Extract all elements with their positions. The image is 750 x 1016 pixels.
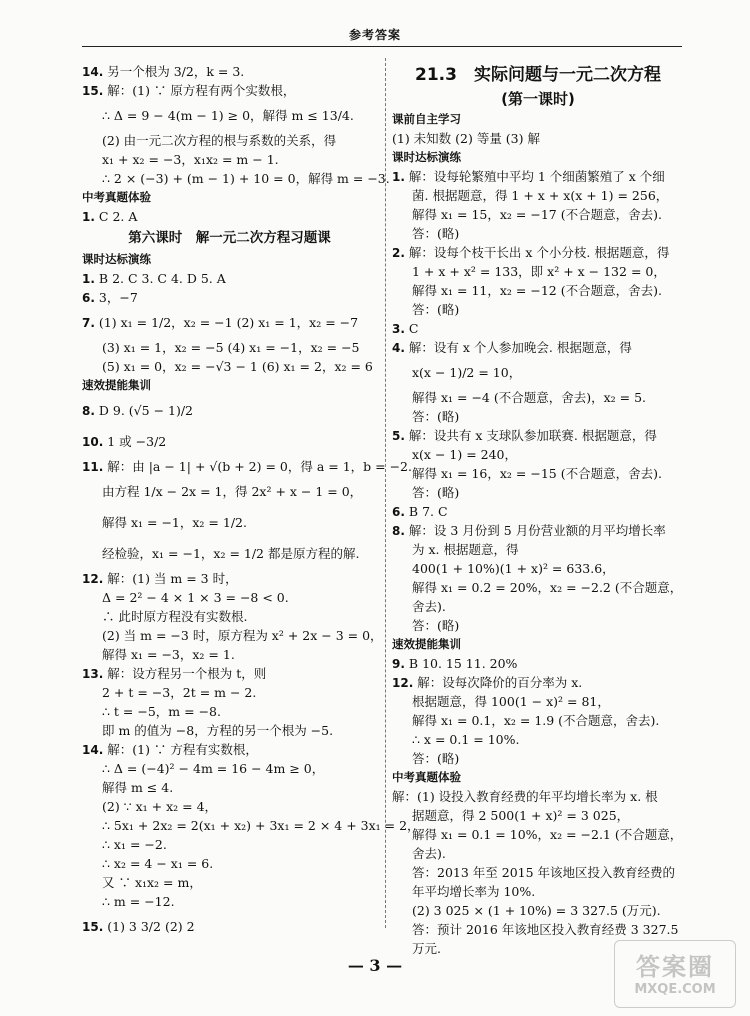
item-number: 8. [392,524,405,538]
line-text: 解：设共有 x 支球队参加联赛. 根据题意，得 [408,428,657,443]
line-text: (第一课时) [501,90,575,108]
line-text: (2) 由一元二次方程的根与系数的关系，得 [102,133,337,148]
line-text: 解：设每轮繁殖中平均 1 个细菌繁殖了 x 个细 [408,169,665,184]
line-text: 答：(略) [412,485,460,500]
line-text: 答：(略) [412,751,460,766]
answer-line [392,281,684,300]
section-title [82,226,377,250]
answer-line [82,81,377,100]
answer-line [392,483,684,502]
item-number: 2. [392,246,405,260]
answer-line [82,759,377,778]
line-text: x(x − 1) = 240， [412,447,518,462]
answer-line [82,797,377,816]
answer-line [82,816,420,835]
line-text: 400(1 + 10%)(1 + x)² = 633.6， [412,561,615,576]
answer-line [392,129,684,148]
section-heading [82,188,377,207]
line-text: 解得 x₁ = −3，x₂ = 1. [102,647,235,662]
item-number: 6. [82,291,95,305]
section-title [392,88,684,110]
line-text: 答：(略) [412,409,460,424]
left-column [82,62,420,942]
line-text: 1 + x + x² = 133，即 x² + x − 132 = 0， [412,264,666,279]
line-text: 答：(略) [412,226,460,241]
item-number: 3. [392,322,405,336]
answer-line [82,62,377,81]
answer-line [82,607,377,626]
answer-line [392,654,684,673]
item-number: 11. [82,460,104,474]
answer-line [392,673,684,692]
answer-line [82,702,377,721]
line-text: (5) x₁ = 0，x₂ = −√3 − 1 (6) x₁ = 2，x₂ = 6 [102,359,373,374]
answer-line [392,300,684,319]
line-text: 据题意，得 2 500(1 + x)² = 3 025， [412,808,630,823]
line-text: 解得 x₁ = 15，x₂ = −17 (不合题意，舍去). [412,207,662,222]
item-number: 13. [82,667,104,681]
answer-line [82,357,377,376]
item-number: 10. [82,435,104,449]
section-heading [392,768,684,787]
line-text: C [408,321,419,336]
line-text: 解：(1) 设投入教育经费的年平均增长率为 x. 根 [392,789,658,804]
line-text: ∴ x₁ = −2. [102,837,167,852]
line-text: 又 ∵ x₁x₂ = m， [102,875,202,890]
answer-line [82,395,377,426]
item-number: 1. [82,272,95,286]
line-text: 舍去). [412,599,446,614]
line-text: 3，−7 [98,290,138,305]
answer-line [392,502,684,521]
answer-line [392,319,684,338]
answer-line [82,207,377,226]
item-number: 5. [392,429,405,443]
answer-line [392,167,684,186]
line-text: 解得 x₁ = −1，x₂ = 1/2. [102,515,247,530]
line-text: 年平均增长率为 10%. [412,884,536,899]
item-number: 1. [82,210,95,224]
item-number: 4. [392,341,405,355]
answer-line [392,920,684,939]
line-text: 另一个根为 3/2，k = 3. [107,64,245,79]
answer-line [392,388,684,407]
line-text: 中考真题体验 [82,190,151,204]
answer-line [82,507,377,538]
item-number: 12. [392,676,414,690]
watermark-logo-text: 答案圈 [636,953,714,981]
right-column [392,62,684,958]
answer-line [392,521,684,540]
line-text: 根据题意，得 100(1 − x)² = 81， [412,694,610,709]
line-text: B 7. C [408,504,448,519]
answer-line [82,307,377,338]
line-text: x(x − 1)/2 = 10， [412,365,522,380]
answer-line [82,150,377,169]
line-text: 解：由 |a − 1| + √(b + 2) = 0，得 a = 1，b = −2. [107,459,412,474]
answer-line [392,844,684,863]
answer-line [82,721,377,740]
line-text: 解：设有 x 个人参加晚会. 根据题意，得 [408,340,632,355]
line-text: (1) x₁ = 1/2，x₂ = −1 (2) x₁ = 1，x₂ = −7 [98,315,359,330]
answer-line [392,825,684,844]
line-text: 解：(1) ∵ 原方程有两个实数根， [107,83,296,98]
answer-line [82,269,377,288]
line-text: 答：2013 年至 2015 年该地区投入教育经费的 [412,865,676,880]
watermark-logo [614,940,736,1008]
section-heading [392,635,684,654]
line-text: 即 m 的值为 −8，方程的另一个根为 −5. [102,723,334,738]
section-heading [392,110,684,129]
line-text: ∴ 2 × (−3) + (m − 1) + 10 = 0，解得 m = −3. [102,171,390,186]
answer-line [392,407,684,426]
line-text: 菌. 根据题意，得 1 + x + x(x + 1) = 256， [412,188,669,203]
page-header: 参考答案 [348,28,401,42]
line-text: ∴ Δ = (−4)² − 4m = 16 − 4m ≥ 0， [102,761,325,776]
answer-line [392,863,684,882]
line-text: x₁ + x₂ = −3，x₁x₂ = m − 1. [102,152,279,167]
answer-line [392,357,684,388]
item-number: 9. [392,657,405,671]
line-text: 速效提能集训 [392,637,461,651]
line-text: 解得 x₁ = 11，x₂ = −12 (不合题意，舍去). [412,283,662,298]
line-text: 课时达标演练 [82,252,151,266]
line-text: ∴ x₂ = 4 − x₁ = 6. [102,856,214,871]
line-text: 舍去). [412,846,446,861]
answer-line [82,588,377,607]
answer-line [392,597,684,616]
line-text: (2) 3 025 × (1 + 10%) = 3 327.5 (万元). [412,903,661,918]
column-divider [385,58,386,928]
header-rule [82,46,682,47]
line-text: 解得 x₁ = 16，x₂ = −15 (不合题意，舍去). [412,466,662,481]
line-text: 解：设每次降价的百分率为 x. [417,675,583,690]
line-text: 中考真题体验 [392,770,461,784]
line-text: (1) 未知数 (2) 等量 (3) 解 [392,131,540,146]
answer-line [392,445,684,464]
line-text: ∴ 5x₁ + 2x₂ = 2(x₁ + x₂) + 3x₁ = 2 × 4 + 3x₁ = 2， [102,818,420,833]
answer-line [82,131,377,150]
item-number: 1. [392,170,405,184]
line-text: (2) 当 m = −3 时，原方程为 x² + 2x − 3 = 0， [102,628,383,643]
line-text: 解：设 3 月份到 5 月份营业额的月平均增长率 [408,523,666,538]
item-number: 8. [82,404,95,418]
line-text: 解：(1) 当 m = 3 时， [107,571,238,586]
answer-line [392,186,684,205]
answer-line [82,645,377,664]
line-text: 第六课时 解一元二次方程习题课 [128,230,331,246]
line-text: D 9. (√5 − 1)/2 [98,403,194,418]
answer-line [392,205,684,224]
line-text: 解：设方程另一个根为 t，则 [107,666,267,681]
answer-line [82,835,377,854]
line-text: 经检验，x₁ = −1，x₂ = 1/2 都是原方程的解. [102,546,360,561]
line-text: ∴ Δ = 9 − 4(m − 1) ≥ 0，解得 m ≤ 13/4. [102,108,354,123]
answer-line [392,730,684,749]
answer-line [392,464,684,483]
line-text: 解：设每个枝干长出 x 个小分枝. 根据题意，得 [408,245,670,260]
answer-line [392,749,684,768]
line-text: ∴ m = −12. [102,894,175,909]
line-text: 2 + t = −3，2t = m − 2. [102,685,257,700]
answer-line [82,169,390,188]
answer-line [82,100,377,131]
item-number: 7. [82,316,95,330]
answer-line [82,664,377,683]
line-text: 为 x. 根据题意，得 [412,542,519,557]
answer-line [82,457,412,476]
line-text: 万元. [412,941,441,956]
answer-line [82,338,377,357]
answer-line [82,778,377,797]
answer-line [82,626,383,645]
line-text: 解得 x₁ = 0.1，x₂ = 1.9 (不合题意，舍去). [412,713,660,728]
line-text: Δ = 2² − 4 × 1 × 3 = −8 < 0. [102,590,289,605]
answer-line [392,787,684,806]
answer-line [82,538,377,569]
answer-line [392,711,684,730]
item-number: 15. [82,84,104,98]
line-text: 课时达标演练 [392,150,461,164]
answer-line [392,426,684,445]
item-number: 14. [82,65,104,79]
line-text: ∴ t = −5，m = −8. [102,704,221,719]
answer-line [82,740,377,759]
line-text: 21.3 实际问题与一元二次方程 [415,65,661,85]
answer-line [82,873,377,892]
answer-line [392,806,684,825]
answer-line [392,901,684,920]
line-text: B 10. 15 11. 20% [408,656,518,671]
line-text: C 2. A [98,209,138,224]
line-text: 解：(1) ∵ 方程有实数根， [107,742,258,757]
line-text: 答：预计 2016 年该地区投入教育经费 3 327.5 [412,922,679,937]
answer-line [82,476,377,507]
answer-line [82,854,377,873]
line-text: (1) 3 3/2 (2) 2 [107,919,195,934]
line-text: ∴ x = 0.1 = 10%. [412,732,520,747]
item-number: 6. [392,505,405,519]
answer-line [82,683,377,702]
answer-line [392,882,684,901]
line-text: 解得 m ≤ 4. [102,780,174,795]
line-text: 答：(略) [412,618,460,633]
line-text: (3) x₁ = 1，x₂ = −5 (4) x₁ = −1，x₂ = −5 [102,340,360,355]
line-text: 解得 x₁ = 0.1 = 10%，x₂ = −2.1 (不合题意， [412,827,683,842]
answer-line [82,288,377,307]
line-text: (2) ∵ x₁ + x₂ = 4， [102,799,218,814]
answer-line [392,338,684,357]
line-text: 解得 x₁ = −4 (不合题意，舍去)，x₂ = 5. [412,390,647,405]
line-text: 1 或 −3/2 [107,434,167,449]
answer-line [82,911,377,942]
line-text: 解得 x₁ = 0.2 = 20%，x₂ = −2.2 (不合题意， [412,580,683,595]
watermark-site: MXQE.COM [634,982,716,997]
line-text: 速效提能集训 [82,378,151,392]
answer-line [392,559,684,578]
answer-line [392,224,684,243]
answer-line [82,569,377,588]
answer-line [392,578,684,597]
answer-line [392,262,684,281]
line-text: B 2. C 3. C 4. D 5. A [98,271,226,286]
section-title [392,62,684,88]
section-heading [82,376,377,395]
answer-line [392,692,684,711]
line-text: 由方程 1/x − 2x = 1，得 2x² + x − 1 = 0， [102,484,363,499]
answer-line [392,540,684,559]
item-number: 15. [82,920,104,934]
section-heading [82,250,377,269]
answer-line [392,616,684,635]
line-text: ∴ 此时原方程没有实数根. [102,609,248,624]
page-number: — 3 — [347,956,403,975]
line-text: 答：(略) [412,302,460,317]
answer-line [392,243,684,262]
answer-line [82,892,377,911]
item-number: 12. [82,572,104,586]
line-text: 课前自主学习 [392,112,461,126]
answer-line [82,426,377,457]
section-heading [392,148,684,167]
item-number: 14. [82,743,104,757]
